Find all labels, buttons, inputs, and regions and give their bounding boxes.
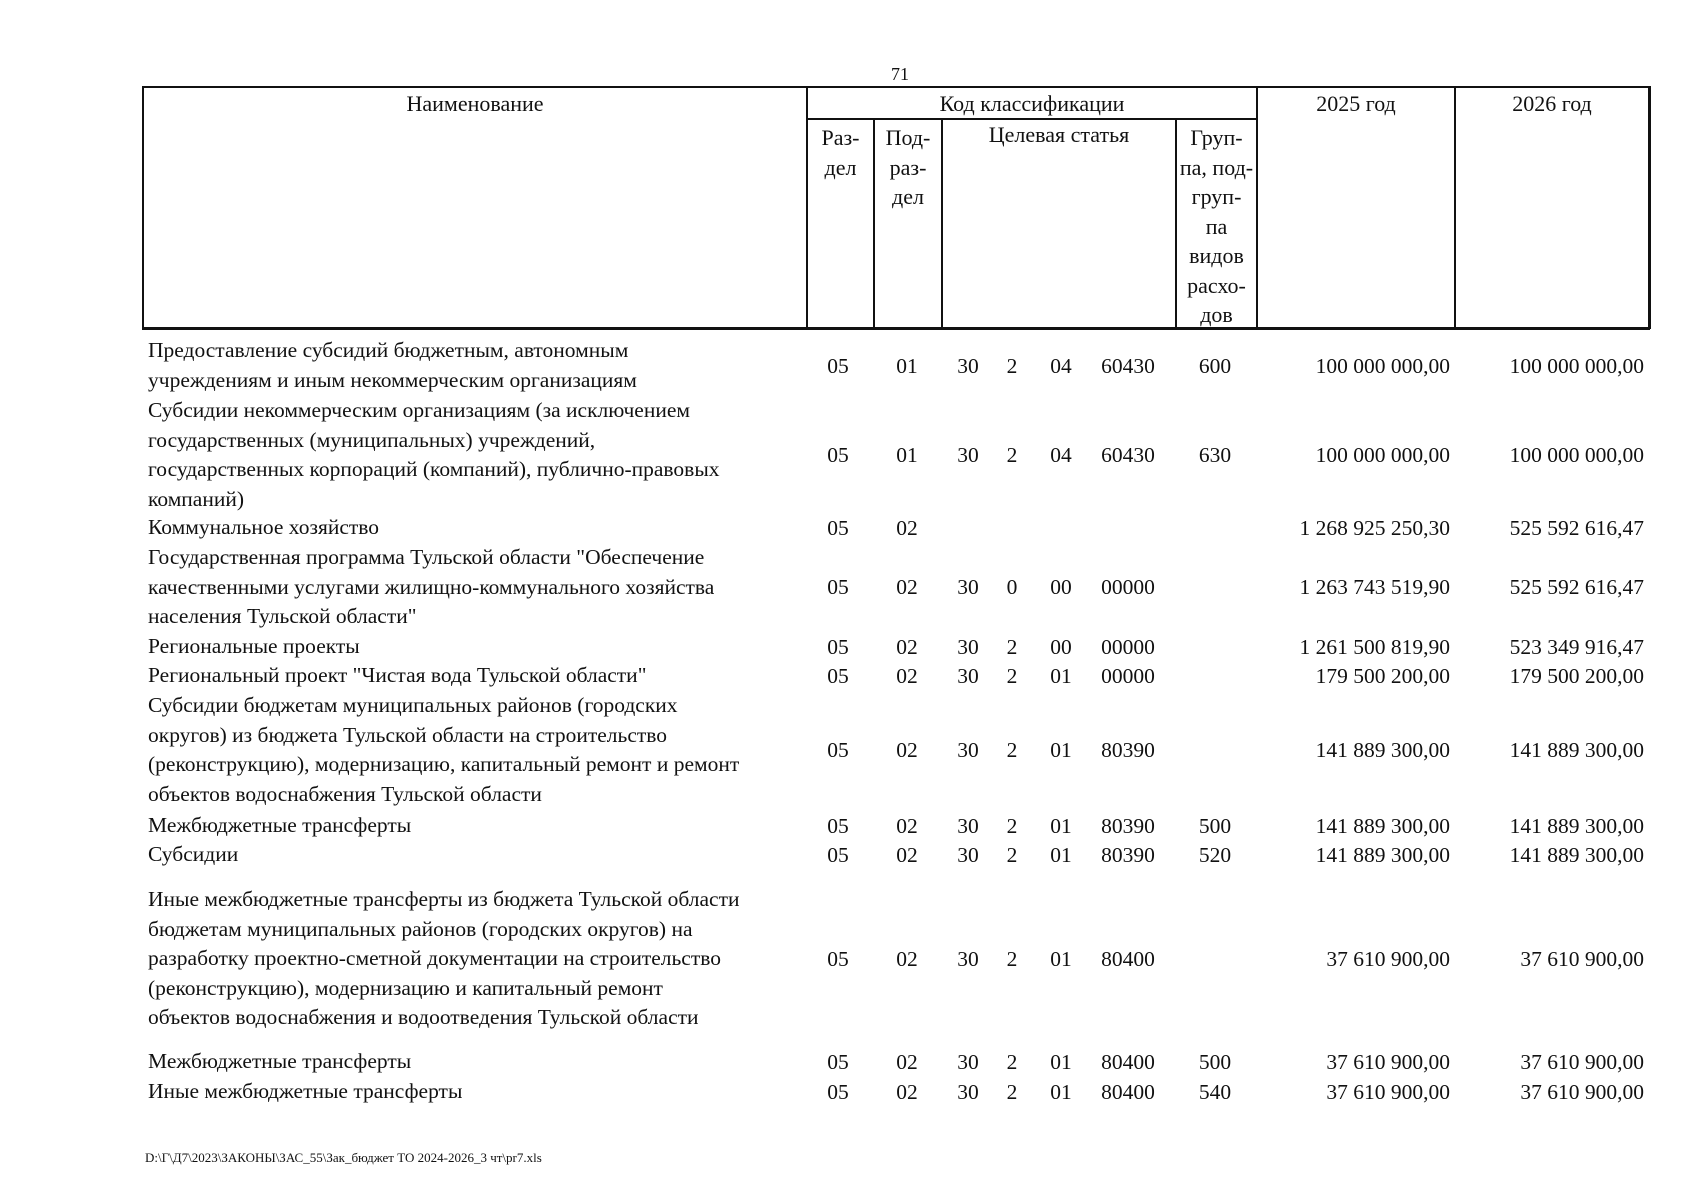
row-name-line: (реконструкцию), модернизацию и капитальный ремонт [148, 975, 663, 1000]
row-target-subprogram: 01 [1050, 1079, 1072, 1104]
row-amount-2025: 37 610 900,00 [1326, 1079, 1450, 1104]
row-podrazdel: 02 [896, 842, 918, 867]
header-group: Груп- па, под- груп- па видов расхо- дов [1179, 125, 1254, 327]
row-amount-2026: 525 592 616,47 [1509, 515, 1644, 540]
row-amount-2026: 37 610 900,00 [1520, 946, 1644, 971]
row-target-direction: 60430 [1101, 353, 1155, 378]
row-target-program: 30 [957, 353, 979, 378]
row-amount-2025: 37 610 900,00 [1326, 1049, 1450, 1074]
row-target-program: 30 [957, 443, 979, 467]
row-target-type: 2 [1006, 946, 1018, 971]
row-name [148, 543, 808, 632]
row-razdel: 05 [827, 634, 849, 659]
header-classification: Код классификации [939, 91, 1125, 116]
row-expense-group: 540 [1198, 1079, 1232, 1104]
page-number: 71 [891, 64, 909, 84]
row-amount-2026: 523 349 916,47 [1509, 634, 1644, 659]
header-border-top [142, 86, 1650, 88]
row-amount-2026: 37 610 900,00 [1520, 1079, 1644, 1104]
row-name [148, 691, 808, 809]
row-target-subprogram: 00 [1050, 634, 1072, 659]
row-target-program: 30 [957, 575, 979, 600]
row-name-line: населения Тульской области" [148, 604, 417, 628]
row-target-type: 2 [1006, 443, 1018, 467]
row-target-subprogram: 01 [1050, 946, 1072, 971]
row-razdel: 05 [827, 1079, 849, 1104]
row-amount-2026: 100 000 000,00 [1509, 353, 1644, 378]
header-border-left [142, 86, 144, 329]
header-name: Наименование [406, 91, 544, 116]
row-name [148, 632, 808, 662]
row-podrazdel: 02 [896, 738, 918, 762]
header-divider-podrazdel [941, 118, 943, 329]
row-target-type: 2 [1006, 353, 1018, 378]
row-name-line: государственных корпораций (компаний), публично-правовых [148, 457, 720, 481]
row-target-program: 30 [957, 946, 979, 971]
row-razdel: 05 [827, 813, 849, 838]
row-name-line: Субсидии [148, 842, 239, 866]
row-name-line: Коммунальное хозяйство [148, 515, 380, 539]
row-target-program: 30 [957, 1079, 979, 1104]
row-name-line: Региональные проекты [148, 634, 360, 658]
row-podrazdel: 02 [896, 1079, 918, 1104]
row-podrazdel: 02 [896, 663, 918, 688]
row-target-direction: 80400 [1101, 1049, 1155, 1074]
row-target-subprogram: 01 [1050, 1049, 1072, 1074]
row-name-line: Государственная программа Тульской области "Обеспечение [148, 545, 705, 569]
row-razdel: 05 [827, 575, 849, 600]
row-name-line: компаний) [148, 486, 245, 511]
row-target-type: 2 [1006, 634, 1018, 659]
row-target-program: 30 [957, 1049, 979, 1074]
row-name-line: Иные межбюджетные трансферты из бюджета Тульской области [148, 887, 740, 911]
row-target-subprogram: 04 [1050, 443, 1072, 467]
row-amount-2025: 1 261 500 819,90 [1299, 634, 1450, 659]
row-name-line: (реконструкцию), модернизацию, капитальный ремонт и ремонт [148, 752, 740, 776]
header-podrazdel: Под- раз- дел [885, 125, 931, 209]
row-expense-group: 520 [1198, 842, 1232, 867]
row-name [148, 661, 808, 691]
header-divider-2026 [1454, 86, 1456, 329]
row-name-line: разработку проектно-сметной документации на строительство [148, 946, 721, 970]
row-target-type: 2 [1006, 738, 1018, 762]
row-podrazdel: 02 [896, 1049, 918, 1074]
row-amount-2025: 179 500 200,00 [1315, 663, 1450, 688]
row-amount-2025: 141 889 300,00 [1315, 738, 1450, 762]
row-name-line: государственных (муниципальных) учреждений, [148, 427, 596, 452]
row-name-line: округов) из бюджета Тульской области на строительство [148, 722, 668, 747]
row-podrazdel: 01 [896, 443, 918, 467]
row-name [148, 840, 808, 870]
table-header [0, 0, 1697, 340]
row-razdel: 05 [827, 663, 849, 688]
row-target-program: 30 [957, 663, 979, 688]
row-podrazdel: 02 [896, 813, 918, 838]
row-razdel: 05 [827, 353, 849, 378]
row-name-line: объектов водоснабжения Тульской области [148, 781, 542, 806]
row-name [148, 1077, 808, 1107]
row-amount-2026: 100 000 000,00 [1509, 443, 1644, 467]
row-name [148, 811, 808, 841]
row-razdel: 05 [827, 515, 849, 540]
header-year-2026: 2026 год [1512, 91, 1592, 116]
row-target-direction: 60430 [1101, 443, 1155, 467]
row-name-line: Субсидии некоммерческим организациям (за исключением [148, 398, 691, 422]
row-target-type: 2 [1006, 813, 1018, 838]
header-razdel: Раз- дел [821, 125, 860, 180]
row-name-line: бюджетам муниципальных районов (городских округов) на [148, 916, 693, 941]
row-target-direction: 00000 [1101, 663, 1155, 688]
row-name-line: Субсидии бюджетам муниципальных районов (городских [148, 693, 678, 717]
row-target-subprogram: 01 [1050, 738, 1072, 762]
row-razdel: 05 [827, 842, 849, 867]
row-razdel: 05 [827, 1049, 849, 1074]
row-target-program: 30 [957, 738, 979, 762]
row-name-line: Иные межбюджетные трансферты [148, 1079, 463, 1103]
row-amount-2025: 1 263 743 519,90 [1299, 575, 1450, 600]
row-name-line: Межбюджетные трансферты [148, 813, 412, 837]
row-amount-2025: 141 889 300,00 [1315, 813, 1450, 838]
row-name-line: учреждениям и иным некоммерческим организациям [148, 367, 637, 392]
row-amount-2025: 100 000 000,00 [1315, 443, 1450, 467]
row-name-line: Межбюджетные трансферты [148, 1049, 412, 1073]
row-amount-2026: 141 889 300,00 [1509, 813, 1644, 838]
row-expense-group: 630 [1198, 443, 1232, 467]
header-divider-2025 [1256, 86, 1258, 329]
row-target-direction: 80400 [1101, 1079, 1155, 1104]
row-razdel: 05 [827, 443, 849, 467]
row-expense-group: 500 [1198, 813, 1232, 838]
row-target-direction: 80390 [1101, 813, 1155, 838]
row-name [148, 885, 808, 1033]
row-target-program: 30 [957, 813, 979, 838]
row-name-line: объектов водоснабжения и водоотведения Тульской области [148, 1005, 699, 1029]
row-target-type: 2 [1006, 663, 1018, 688]
row-target-program: 30 [957, 842, 979, 867]
row-razdel: 05 [827, 946, 849, 971]
row-target-program: 30 [957, 634, 979, 659]
row-target-direction: 00000 [1101, 575, 1155, 600]
row-target-direction: 00000 [1101, 634, 1155, 659]
row-target-subprogram: 01 [1050, 842, 1072, 867]
row-expense-group: 500 [1198, 1049, 1232, 1074]
row-name-line: Региональный проект "Чистая вода Тульской области" [148, 663, 647, 687]
row-target-subprogram: 04 [1050, 353, 1072, 378]
row-podrazdel: 02 [896, 515, 918, 540]
row-amount-2026: 141 889 300,00 [1509, 738, 1644, 762]
row-name-line: Предоставление субсидий бюджетным, автономным [148, 338, 629, 362]
row-target-direction: 80400 [1101, 946, 1155, 971]
header-year-2025: 2025 год [1316, 91, 1396, 116]
header-border-bottom [142, 327, 1650, 330]
row-name [148, 513, 808, 543]
row-amount-2025: 141 889 300,00 [1315, 842, 1450, 867]
row-podrazdel: 02 [896, 634, 918, 659]
row-target-subprogram: 01 [1050, 813, 1072, 838]
row-target-subprogram: 00 [1050, 575, 1072, 600]
row-name [148, 336, 808, 395]
row-target-subprogram: 01 [1050, 663, 1072, 688]
row-target-type: 2 [1006, 1049, 1018, 1074]
row-amount-2025: 37 610 900,00 [1326, 946, 1450, 971]
header-border-right [1648, 86, 1651, 329]
row-target-direction: 80390 [1101, 842, 1155, 867]
row-name [148, 1047, 808, 1077]
row-amount-2026: 525 592 616,47 [1509, 575, 1644, 600]
row-amount-2025: 1 268 925 250,30 [1299, 515, 1450, 540]
row-target-type: 2 [1006, 842, 1018, 867]
row-amount-2026: 141 889 300,00 [1509, 842, 1644, 867]
row-target-type: 2 [1006, 1079, 1018, 1104]
file-path-footer: D:\Г\Д7\2023\ЗАКОНЫ\ЗАС_55\Зак_бюджет ТО 2024-2026_3 чт\рr7.xls [145, 1150, 542, 1165]
row-name [148, 396, 808, 514]
header-target: Целевая статья [988, 122, 1130, 147]
row-podrazdel: 02 [896, 946, 918, 971]
row-razdel: 05 [827, 738, 849, 762]
row-podrazdel: 01 [896, 353, 918, 378]
row-target-type: 0 [1006, 575, 1018, 600]
row-expense-group: 600 [1198, 353, 1232, 378]
row-amount-2025: 100 000 000,00 [1315, 353, 1450, 378]
row-amount-2026: 179 500 200,00 [1509, 663, 1644, 688]
row-amount-2026: 37 610 900,00 [1520, 1049, 1644, 1074]
row-podrazdel: 02 [896, 575, 918, 600]
row-name-line: качественными услугами жилищно-коммунального хозяйства [148, 574, 715, 599]
row-target-direction: 80390 [1101, 738, 1155, 762]
